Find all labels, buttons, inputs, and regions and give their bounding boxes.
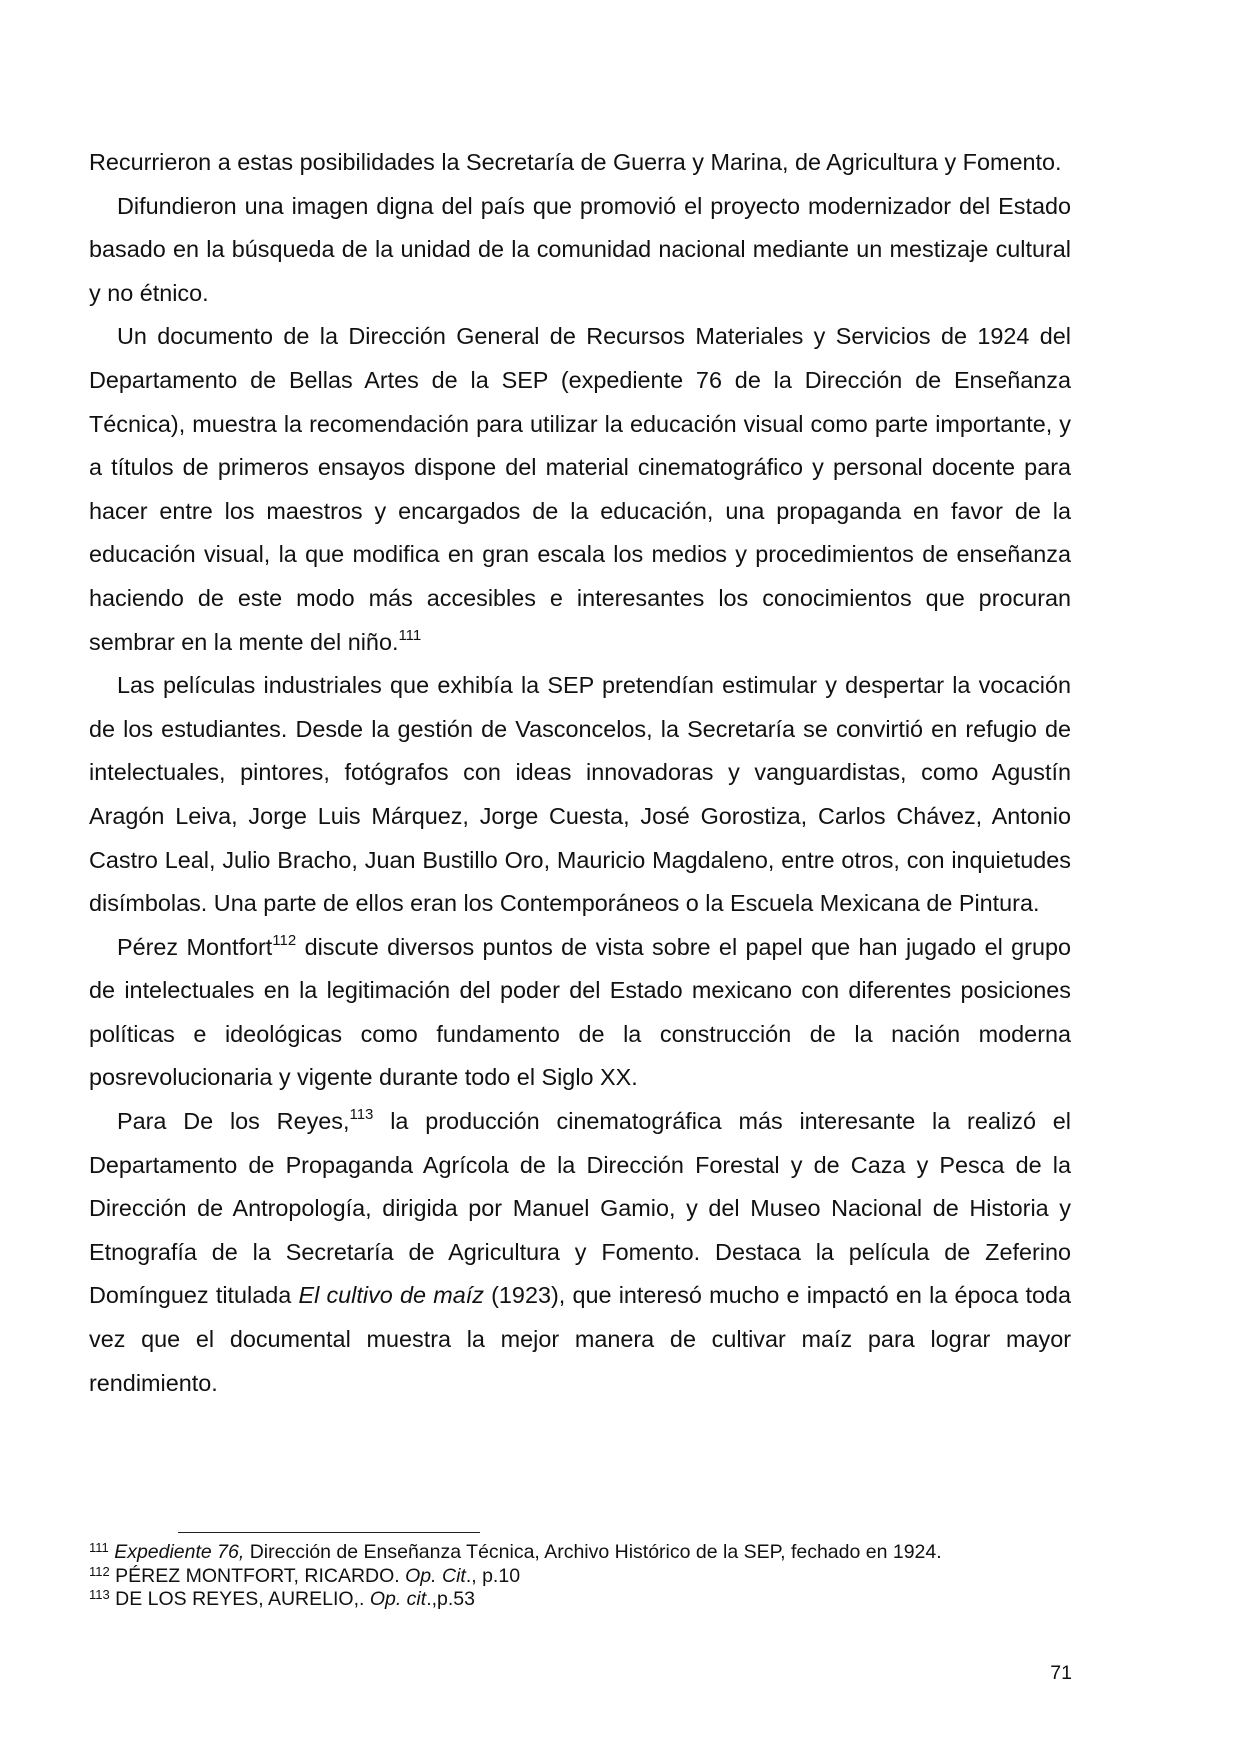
footnote-number: 111 [89,1540,109,1555]
paragraph-1: Recurrieron a estas posibilidades la Secretaría de Guerra y Marina, de Agricultura y Fomento. [89,149,1062,175]
footnote-number: 112 [89,1563,110,1579]
page-number: 71 [1050,1662,1072,1684]
footnotes [89,1541,1089,1612]
footnote-ref-111[interactable]: 111 [398,626,422,644]
footnote-separator [178,1532,480,1533]
film-title: El cultivo de maíz [298,1282,484,1309]
footnote-112: $^{112}$ PÉREZ MONTFORT, RICARDO. Op. Cit., p.10 [89,1563,521,1587]
paragraph-6: Para De los Reyes,$^{113}$ la producción cinematográfica más interesante la realizó el Departamento de Propaganda Agrícola de la Dirección Forestal y de Caza y Pesca de la Dirección de Antropología, dirigida por Manuel Gamio, y del Museo Nacional de Historia y Etnografía de la Secretaría de Agricultura y Fomento. Destaca la película de Zeferino Domínguez titulada El cultivo de maíz (1923), que interesó mucho e impactó en la época toda vez que el documental muestra la mejor manera de cultivar maíz para lograr mayor rendimiento. [89,1106,1071,1396]
footnote-ref-112[interactable]: 112 [272,931,297,949]
footnote-ref-113[interactable]: 113 [349,1106,374,1124]
footnote-113: $^{113}$ DE LOS REYES, AURELIO,. Op. cit.,p.53 [89,1587,475,1610]
footnote-number: 113 [89,1587,110,1602]
paragraph-5: Pérez Montfort$^{112}$ discute diversos puntos de vista sobre el papel que han jugado el grupo de intelectuales en la legitimación del poder del Estado mexicano con diferentes posiciones políticas e ideológicas como fundamento de la construcción de la nación moderna posrevolucionaria y vigente durante todo el Siglo XX. [89,931,1071,1091]
paragraph-3: Un documento de la Dirección General de Recursos Materiales y Servicios de 1924 del Departamento de Bellas Artes de la SEP (expediente 76 de la Dirección de Enseñanza Técnica), muestra la recomendación para utilizar la educación visual como parte importante, y a títulos de primeros ensayos dispone del material cinematográfico y personal docente para hacer entre los maestros y encargados de la educación, una propaganda en favor de la educación visual, la que modifica en gran escala los medios y procedimientos de enseñanza haciendo de este modo más accesibles e interesantes los conocimientos que procuran sembrar en la mente del niño.$^{111}$ [89,323,1071,655]
body-text [89,141,1071,1405]
paragraph-4: Las películas industriales que exhibía la SEP pretendían estimular y despertar la vocación de los estudiantes. Desde la gestión de Vasconcelos, la Secretaría se convirtió en refugio de intelectuales, pintores, fotógrafos con ideas innovadoras y vanguardistas, como Agustín Aragón Leiva, Jorge Luis Márquez, Jorge Cuesta, José Gorostiza, Carlos Chávez, Antonio Castro Leal, Julio Bracho, Juan Bustillo Oro, Mauricio Magdaleno, entre otros, con inquietudes disímbolas. Una parte de ellos eran los Contemporáneos o la Escuela Mexicana de Pintura. [89,672,1071,917]
footnote-111: $^{111}$ Expediente 76, Dirección de Enseñanza Técnica, Archivo Histórico de la SEP, fechado en 1924. [89,1540,942,1563]
paragraph-2: Difundieron una imagen digna del país que promovió el proyecto modernizador del Estado basado en la búsqueda de la unidad de la comunidad nacional mediante un mestizaje cultural y no étnico. [89,192,1071,306]
